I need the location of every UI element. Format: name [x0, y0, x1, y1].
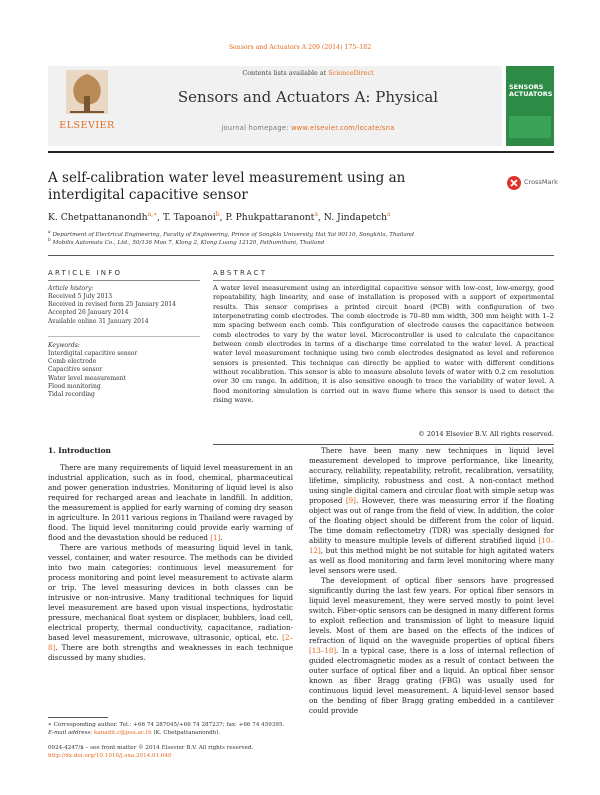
- citation-link[interactable]: [2–8]: [48, 633, 293, 652]
- article-info-heading: ARTICLE INFO: [48, 269, 123, 277]
- paragraph: There are many requirements of liquid level measurement in an industrial application, such as in food, chemical, pharmaceutical and power generation industries. Monitoring of liquid level is also required for recharged areas and leachate in landfill. In addition, the measurement is applied for early warning of coming dry season in agriculture. In 2011 various regions in Thailand were ravaged by flood. The liquid level monitoring could provide early warning of flood and the devastation should be reduced [1].: [48, 463, 293, 542]
- keyword-item: Capacitive sensor: [48, 366, 103, 374]
- citation-link[interactable]: [9]: [345, 496, 356, 505]
- crossmark-badge[interactable]: [506, 175, 556, 191]
- author-name[interactable]: N. Jindapetch: [323, 212, 388, 224]
- keyword-item: Flood monitoring: [48, 382, 101, 390]
- journal-reference[interactable]: Sensors and Actuators A 209 (2014) 175–182: [228, 44, 372, 51]
- email-note: [48, 730, 293, 738]
- paragraph: There are various methods of measuring liquid level in tank, vessel, container, and water resource. The methods can be divided into two main categories: continuous level measurement for process monitoring and point level measurement to activate alarm or trip. The level measuring devices in both classes can be intrusive or non-intrusive. Many traditional techniques for liquid level measurement are based upon visual inspections, hydrostatic pressure, mechanical float system or displacer, bubblers, load cell, electrical property, thermal conductivity, capacitance, radiation-based level measurement, microwave, ultrasonic, optical, etc. [2–8]. There are both strengths and weaknesses in each technique discussed by many studies.: [48, 543, 293, 662]
- article-history-label: Article history:: [48, 285, 94, 292]
- email-label: E-mail address:: [48, 730, 93, 736]
- citation-link[interactable]: [1]: [210, 533, 221, 542]
- header-divider: [48, 151, 554, 153]
- author-list: K. Chetpattananondh$^{a,∗}$, T. Tapoanoi$^b$, P. Phukpattaranont$^a$, N. Jindapetch$^a$: [48, 211, 391, 224]
- author-name[interactable]: P. Phukpattaranont: [225, 212, 315, 224]
- abstract-copyright: © 2014 Elsevier B.V. All rights reserved.: [418, 430, 554, 438]
- keywords-label: Keywords:: [48, 342, 80, 349]
- article-info-rule: [48, 280, 200, 281]
- affiliation-text: Department of Electrical Engineering, Faculty of Engineering, Prince of Songkla University, Hat Yai 90110, Songkhla, Thailand: [52, 231, 414, 238]
- left-column: [48, 463, 293, 663]
- elsevier-logo: [54, 68, 120, 138]
- history-item: Available online 31 January 2014: [48, 317, 149, 325]
- abstract-end-rule: [213, 444, 554, 445]
- article-history-list: [48, 293, 200, 326]
- issn-line: 0924-4247/$ – see front matter © 2014 Elsevier B.V. All rights reserved.: [48, 745, 254, 751]
- affiliation-mark: b: [48, 238, 51, 243]
- abstract-heading: ABSTRACT: [213, 269, 268, 277]
- contents-availability: [120, 69, 496, 77]
- abstract-rule: [213, 280, 554, 281]
- author-marks[interactable]: a: [387, 211, 391, 218]
- history-item: Received in revised form 25 January 2014: [48, 301, 176, 309]
- keyword-item: Water level measurement: [48, 374, 126, 382]
- affiliation-text: Mobilis Automata Co., Ltd., 50/136 Moo 7, Klong 2, Klong Luang 12120, Pathumthani, Thailand: [52, 239, 325, 246]
- author-marks[interactable]: a: [314, 211, 318, 218]
- citation-link[interactable]: [10–12]: [309, 536, 554, 555]
- section-heading-introduction: 1. Introduction: [48, 446, 111, 455]
- email-suffix: (K. Chetpattananondh).: [151, 730, 221, 736]
- paragraph: The development of optical fiber sensors have progressed significantly during the last few years. For optical fiber sensors in liquid level measurement, they were served mostly to point level switch. Fiber-optic sensors can be designed in many different forms to exploit reflection and transmission of light to measure liquid levels. Most of them are based on the effects of the indices of refraction of liquid on the waveguide properties of optical fibers [13–18]. In a typical case, there is a loss of internal reflection of guided electromagnetic modes as a result of contact between the outer surface of optical fiber and a liquid. An optical fiber sensor known as fiber Bragg grating (FBG) was usually used for continuous liquid level measurement. A liquid-level sensor based on the bending of fiber Bragg grating embedded in a cantilever could provide: [309, 576, 554, 715]
- keyword-item: Interdigital capacitive sensor: [48, 350, 138, 357]
- doi-link[interactable]: http://dx.doi.org/10.1016/j.sna.2014.01.040: [48, 753, 172, 759]
- authors-divider: [48, 255, 554, 256]
- author-marks[interactable]: b: [215, 211, 220, 218]
- affiliation: [48, 238, 554, 246]
- email-link[interactable]: kanadit.c@psu.ac.th: [93, 730, 152, 736]
- author-name[interactable]: T. Tapoanoi: [162, 212, 216, 224]
- history-item: Accepted 26 January 2014: [48, 309, 129, 317]
- author-marks[interactable]: a,∗: [147, 211, 158, 218]
- affiliation-mark: a: [48, 230, 51, 235]
- history-item: Received 5 July 2013: [48, 293, 113, 300]
- journal-cover-thumbnail: [506, 66, 554, 146]
- cover-title-line-1: SENSORS: [509, 83, 544, 91]
- journal-name: Sensors and Actuators A: Physical: [177, 88, 439, 106]
- affiliation: [48, 230, 554, 238]
- sciencedirect-link[interactable]: ScienceDirect: [328, 69, 374, 77]
- crossmark-label: CrossMark: [524, 178, 558, 186]
- homepage-prefix: journal homepage:: [221, 124, 289, 132]
- contents-prefix: Contents lists available at: [242, 69, 327, 77]
- keyword-item: Comb electrode: [48, 358, 97, 366]
- article-title: A self-calibration water level measurement using an interdigital capacitive sensor: [48, 170, 406, 203]
- author-name[interactable]: K. Chetpattananondh: [48, 212, 148, 224]
- crossmark-icon: [506, 175, 522, 191]
- cover-title-line-2: ACTUATORS: [509, 90, 553, 98]
- right-column: [309, 446, 554, 716]
- footnote-rule: [48, 717, 108, 718]
- corresponding-author-note: ∗ Corresponding author. Tel.: +66 74 287045/+66 74 287237; fax: +66 74 459395.: [48, 722, 285, 728]
- homepage-link[interactable]: www.elsevier.com/locate/sna: [291, 124, 395, 132]
- keyword-item: Tidal recording: [48, 391, 95, 399]
- journal-homepage: [120, 124, 496, 132]
- paragraph: There have been many new techniques in liquid level measurement developed to improve performance, like linearity, accuracy, reliability, repeatability, retrofit, recalibration, versatility, lifetime, simplicity, robustness and cost. A non-contact method using single digital camera and circular float with simple setup was proposed [9]. However, there was measuring error if the floating object was out of range from the field of view. In addition, the color of the floating object should be different from the color of liquid. The time domain reflectometry (TDR) was specially designed for ability to measure multiple levels of different stratified liquid [10–12], but this method might be not suitable for high agitated waters as well as flood monitoring and farm level monitoring where many level sensors were used.: [309, 446, 554, 575]
- elsevier-wordmark: ELSEVIER: [59, 120, 115, 131]
- keywords-list: [48, 350, 200, 399]
- keywords-rule: [48, 336, 200, 337]
- abstract-text: A water level measurement using an interdigital capacitive sensor with low-cost, low-energy, good repeatability, high linearity, and ease of installation is proposed with a support of experimental results. This sensor comprises a printed circuit board (PCB) with configuration of two interpenetrating comb electrodes. The comb electrode is 70–80 mm width, 300 mm height with 1–2 mm spacing between each comb. This configuration of electrode causes the capacitance between comb electrodes to vary by the water level. Microcontroller is used to calculate the capacitance between comb electrodes in terms of a discharge time correlated to the water level. A practical water level measurement technique using two comb electrodes designated as level and reference sensors is presented. This technique can directly be applied to water with different conditions without recalibration. This sensor is able to measure absolute levels of water with 0.2 cm resolution over 30 cm range. In addition, it is also sensitive enough to trace the variability of water level. A flood monitoring simulation is carried out in wave flume where this sensor is used to detect the rising wave.: [213, 284, 554, 405]
- citation-link[interactable]: [13–18]: [309, 646, 337, 655]
